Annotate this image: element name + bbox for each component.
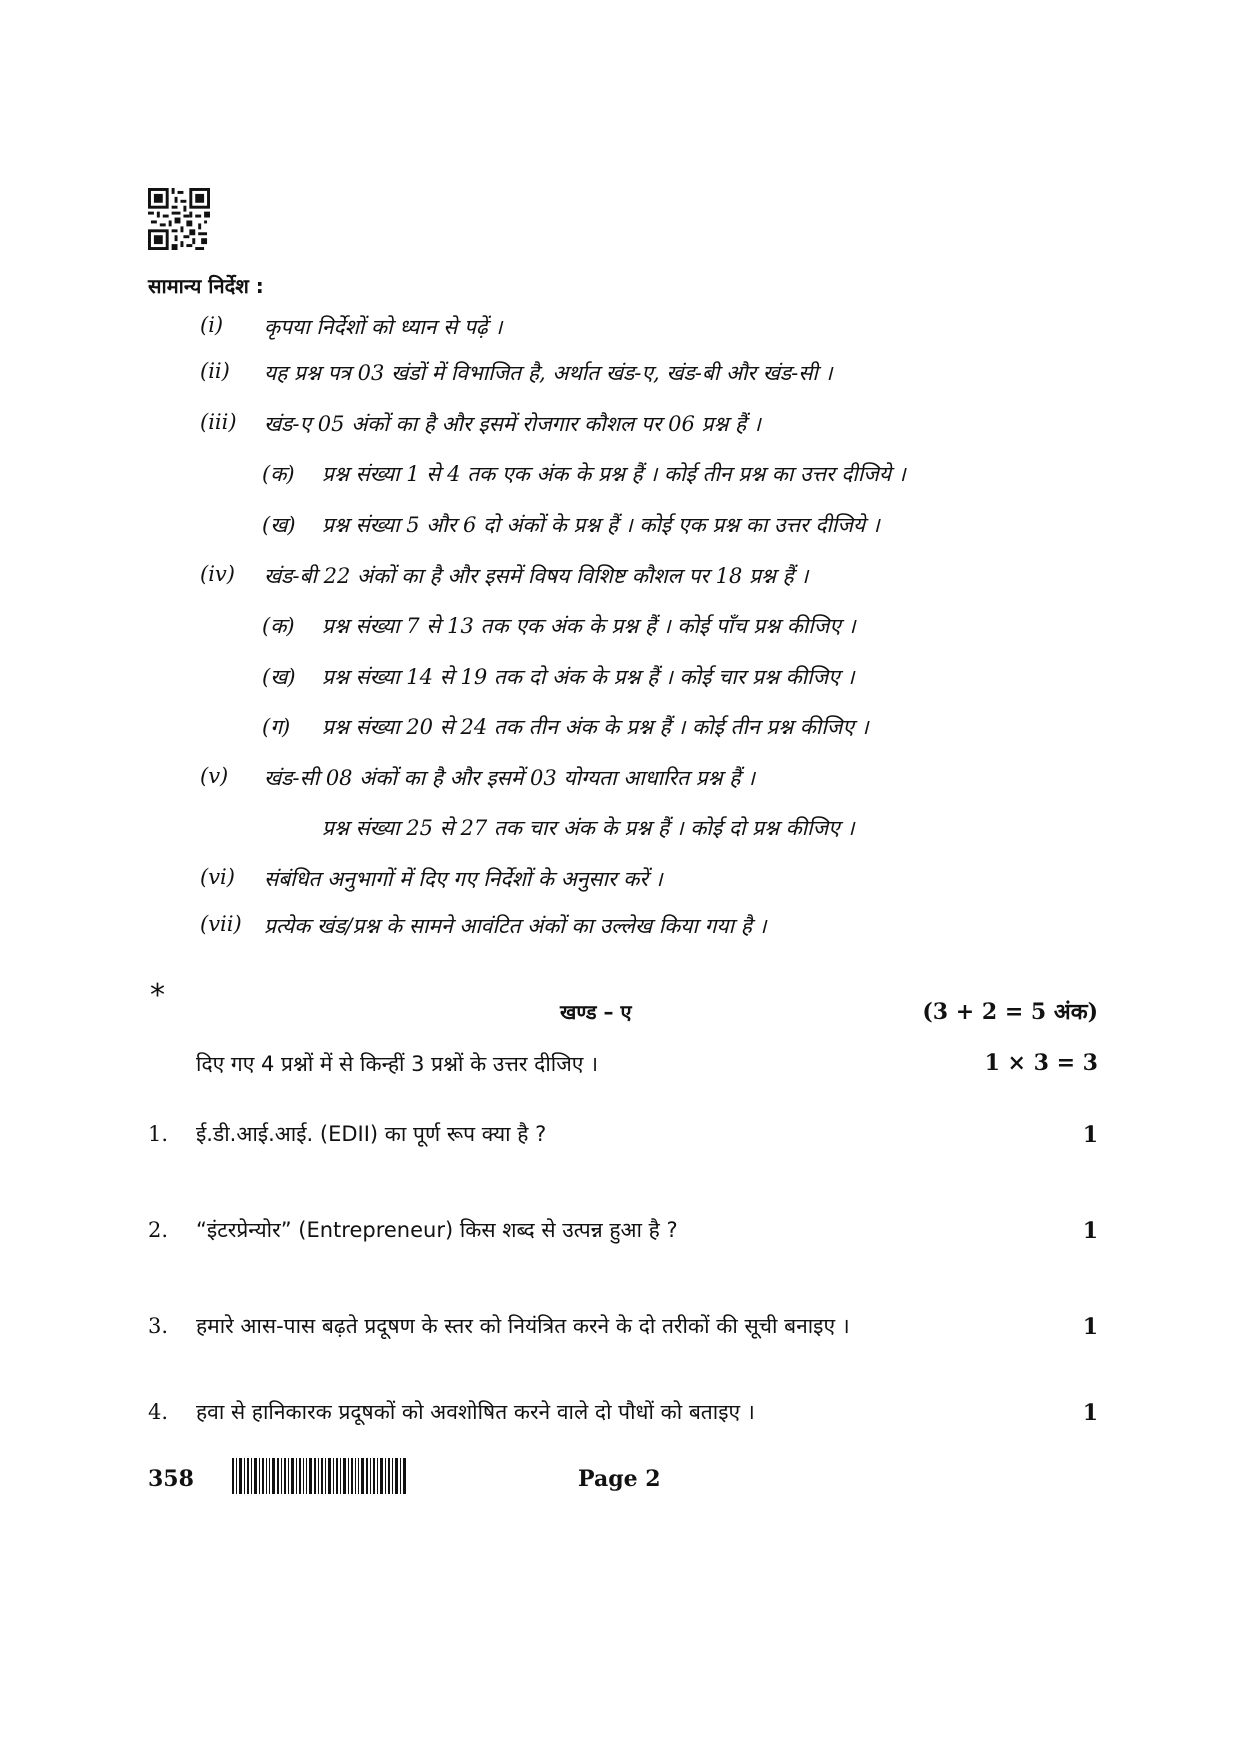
sub-instruction-text: प्रश्न संख्या 25 से 27 तक चार अंक के प्रश्न हैं । कोई दो प्रश्न कीजिए । bbox=[322, 816, 855, 840]
instruction-text: खंड-ए 05 अंकों का है और इसमें रोजगार कौशल पर 06 प्रश्न हैं । bbox=[264, 412, 761, 436]
sub-instruction-number: (ख) bbox=[262, 665, 296, 689]
question-number: 2. bbox=[148, 1218, 169, 1242]
instruction-text: यह प्रश्न पत्र 03 खंडों में विभाजित है, अर्थात खंड-ए, खंड-बी और खंड-सी । bbox=[264, 361, 833, 385]
general-instructions-heading: सामान्य निर्देश : bbox=[148, 274, 264, 298]
instruction-text: कृपया निर्देशों को ध्यान से पढ़ें । bbox=[264, 315, 503, 339]
question-marks: 1 bbox=[1082, 1122, 1098, 1148]
question-marks: 1 bbox=[1082, 1218, 1098, 1244]
sub-instruction-number: (ग) bbox=[262, 715, 291, 739]
instruction-number: (v) bbox=[200, 764, 229, 788]
section-title: खण्ड – ए bbox=[560, 1000, 632, 1024]
instruction-text: प्रत्येक खंड/प्रश्न के सामने आवंटित अंकों का उल्लेख किया गया है । bbox=[264, 914, 767, 938]
instruction-text: खंड-बी 22 अंकों का है और इसमें विषय विशिष्ट कौशल पर 18 प्रश्न हैं । bbox=[264, 564, 809, 588]
sub-instruction-text: प्रश्न संख्या 1 से 4 तक एक अंक के प्रश्न हैं । कोई तीन प्रश्न का उत्तर दीजिये । bbox=[322, 462, 906, 486]
section-instruction: दिए गए 4 प्रश्नों में से किन्हीं 3 प्रश्नों के उत्तर दीजिए । bbox=[196, 1052, 599, 1076]
question-marks: 1 bbox=[1082, 1400, 1098, 1426]
sub-instruction-text: प्रश्न संख्या 14 से 19 तक दो अंक के प्रश्न हैं । कोई चार प्रश्न कीजिए । bbox=[322, 665, 855, 689]
instruction-number: (vi) bbox=[200, 865, 235, 889]
instruction-number: (vii) bbox=[200, 912, 242, 936]
page-number: Page 2 bbox=[578, 1466, 661, 1492]
question-text: हमारे आस-पास बढ़ते प्रदूषण के स्तर को नियंत्रित करने के दो तरीकों की सूची बनाइए । bbox=[196, 1314, 850, 1338]
question-text: “इंटरप्रेन्योर” (Entrepreneur) किस शब्द से उत्पन्न हुआ है ? bbox=[196, 1218, 678, 1242]
question-number: 4. bbox=[148, 1400, 169, 1424]
question-number: 3. bbox=[148, 1314, 169, 1338]
section-marks: (3 + 2 = 5 अंक) bbox=[922, 999, 1098, 1025]
sub-instruction-number: (क) bbox=[262, 462, 295, 486]
subject-code: 358 bbox=[148, 1466, 194, 1492]
qr-code bbox=[148, 188, 210, 250]
section-instruction-marks: 1 × 3 = 3 bbox=[984, 1050, 1098, 1076]
sub-instruction-text: प्रश्न संख्या 20 से 24 तक तीन अंक के प्रश्न हैं । कोई तीन प्रश्न कीजिए । bbox=[322, 715, 869, 739]
question-text: ई.डी.आई.आई. (EDII) का पूर्ण रूप क्या है ? bbox=[196, 1122, 547, 1146]
sub-instruction-number: (ख) bbox=[262, 513, 296, 537]
barcode bbox=[232, 1458, 406, 1494]
question-marks: 1 bbox=[1082, 1314, 1098, 1340]
instruction-text: संबंधित अनुभागों में दिए गए निर्देशों के अनुसार करें । bbox=[264, 867, 663, 891]
question-text: हवा से हानिकारक प्रदूषकों को अवशोषित करने वाले दो पौधों को बताइए । bbox=[196, 1400, 755, 1424]
sub-instruction-number: (क) bbox=[262, 614, 295, 638]
instruction-number: (iv) bbox=[200, 562, 235, 586]
question-number: 1. bbox=[148, 1122, 169, 1146]
instruction-number: (i) bbox=[200, 313, 224, 337]
asterisk-mark: * bbox=[150, 978, 165, 1013]
sub-instruction-text: प्रश्न संख्या 5 और 6 दो अंकों के प्रश्न हैं । कोई एक प्रश्न का उत्तर दीजिये । bbox=[322, 513, 880, 537]
instruction-text: खंड-सी 08 अंकों का है और इसमें 03 योग्यता आधारित प्रश्न हैं । bbox=[264, 766, 755, 790]
instruction-number: (ii) bbox=[200, 359, 230, 383]
instruction-number: (iii) bbox=[200, 410, 237, 434]
sub-instruction-text: प्रश्न संख्या 7 से 13 तक एक अंक के प्रश्न हैं । कोई पाँच प्रश्न कीजिए । bbox=[322, 614, 856, 638]
